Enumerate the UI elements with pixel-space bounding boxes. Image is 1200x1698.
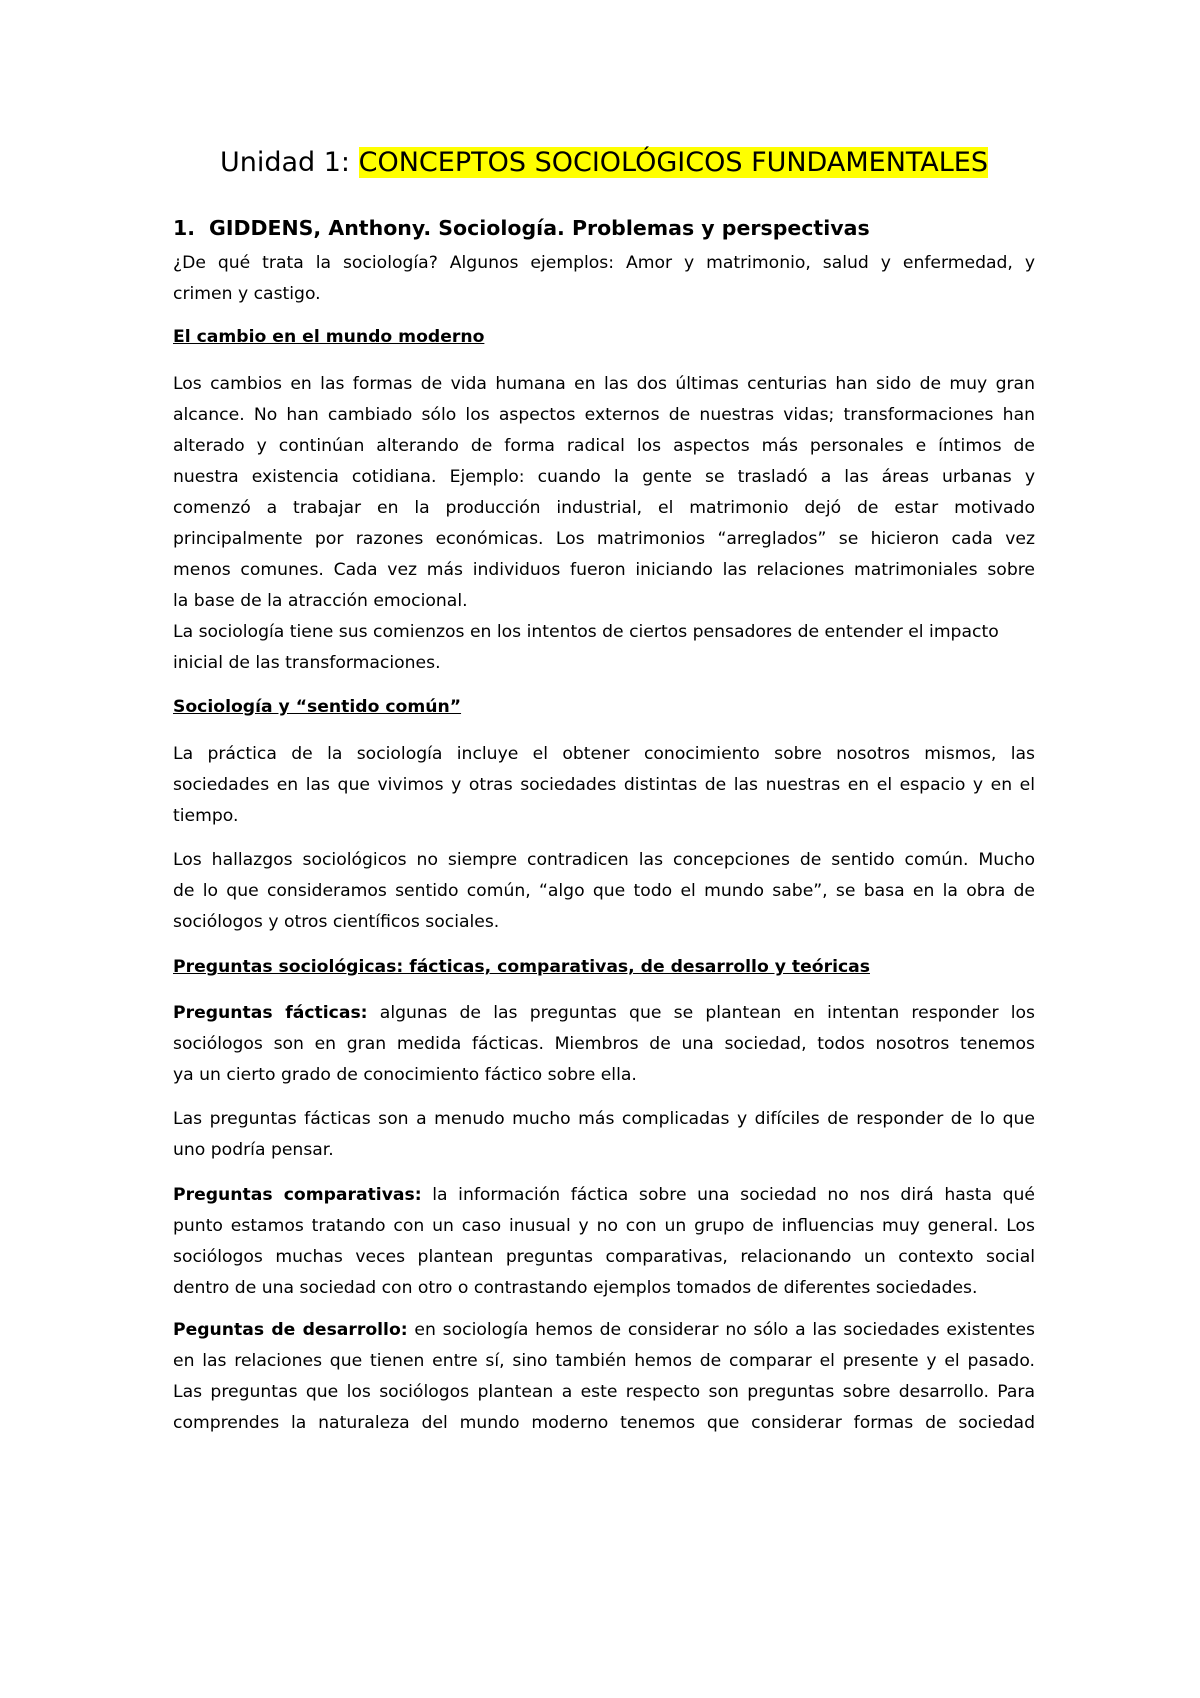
term-desarrollo: Peguntas de desarrollo:: [173, 1320, 408, 1340]
paragraph-line-text: algunas de las preguntas que se plantean en intentan responder los: [367, 1003, 1035, 1023]
paragraph-line: punto estamos tratando con un caso inusual y no con un grupo de influencias muy general. Los: [173, 1216, 1035, 1236]
section-title: GIDDENS, Anthony. Sociología. Problemas y perspectivas: [209, 216, 870, 240]
paragraph-line: alcance. No han cambiado sólo los aspectos externos de nuestras vidas; transformaciones han: [173, 405, 1035, 425]
paragraph-line: uno podría pensar.: [173, 1140, 334, 1160]
paragraph-line: [173, 1180, 1035, 1211]
paragraph-line: Los cambios en las formas de vida humana en las dos últimas centurias han sido de muy gran: [173, 374, 1035, 394]
paragraph-facticas-complicadas: [173, 1104, 1035, 1166]
section-number: 1.: [173, 216, 196, 240]
term-facticas: Preguntas fácticas:: [173, 1003, 368, 1023]
paragraph-line-text: en sociología hemos de considerar no sólo a las sociedades existentes: [407, 1320, 1035, 1340]
paragraph-line: comenzó a trabajar en la producción industrial, el matrimonio dejó de estar motivado: [173, 498, 1035, 518]
paragraph-line: Las preguntas que los sociólogos plantean a este respecto son preguntas sobre desarrollo. Para: [173, 1382, 1035, 1402]
intro-paragraph: [173, 248, 1035, 310]
paragraph-line: sociólogos son en gran medida fácticas. Miembros de una sociedad, todos nosotros tenemos: [173, 1034, 1035, 1054]
paragraph-line: ¿De qué trata la sociología? Algunos ejemplos: Amor y matrimonio, salud y enfermedad, y: [173, 253, 1035, 273]
unit-title-prefix: Unidad 1:: [219, 147, 359, 178]
paragraph-desarrollo: [173, 1315, 1035, 1439]
subheading-cambio: El cambio en el mundo moderno: [173, 327, 485, 347]
paragraph-line: alterado y continúan alterando de forma radical los aspectos más personales e íntimos de: [173, 436, 1035, 456]
paragraph-line: menos comunes. Cada vez más individuos fueron iniciando las relaciones matrimoniales sobre: [173, 560, 1035, 580]
unit-title-highlight: CONCEPTOS SOCIOLÓGICOS FUNDAMENTALES: [358, 147, 989, 178]
paragraph-line: ya un cierto grado de conocimiento fáctico sobre ella.: [173, 1065, 637, 1085]
paragraph-line: tiempo.: [173, 806, 239, 826]
paragraph-line: principalmente por razones económicas. Los matrimonios “arreglados” se hicieron cada vez: [173, 529, 1035, 549]
unit-title: [173, 143, 1035, 183]
paragraph-hallazgos: [173, 845, 1035, 938]
paragraph-line: nuestra existencia cotidiana. Ejemplo: cuando la gente se trasladó a las áreas urbanas y: [173, 467, 1035, 487]
paragraph-line: la base de la atracción emocional.: [173, 591, 468, 611]
paragraph-comienzos: [173, 617, 1035, 679]
paragraph-line: [173, 1315, 1035, 1346]
paragraph-line: La práctica de la sociología incluye el obtener conocimiento sobre nosotros mismos, las: [173, 744, 1035, 764]
paragraph-cambio: [173, 369, 1035, 617]
paragraph-line: sociólogos y otros científicos sociales.: [173, 912, 500, 932]
paragraph-line: de lo que consideramos sentido común, “algo que todo el mundo sabe”, se basa en la obra de: [173, 881, 1035, 901]
section-heading: [173, 213, 870, 243]
paragraph-line: Los hallazgos sociológicos no siempre contradicen las concepciones de sentido común. Mucho: [173, 850, 1035, 870]
paragraph-line: sociólogos muchas veces plantean preguntas comparativas, relacionando un contexto social: [173, 1247, 1035, 1267]
paragraph-line-text: la información fáctica sobre una sociedad no nos dirá hasta qué: [421, 1185, 1035, 1205]
paragraph-practica: [173, 739, 1035, 832]
paragraph-line: dentro de una sociedad con otro o contrastando ejemplos tomados de diferentes sociedades.: [173, 1278, 978, 1298]
paragraph-line: crimen y castigo.: [173, 284, 321, 304]
paragraph-facticas: [173, 998, 1035, 1091]
paragraph-comparativas: [173, 1180, 1035, 1304]
subheading-preguntas: Preguntas sociológicas: fácticas, comparativas, de desarrollo y teóricas: [173, 957, 870, 977]
paragraph-line: La sociología tiene sus comienzos en los intentos de ciertos pensadores de entender el impacto: [173, 622, 999, 642]
paragraph-line: [173, 998, 1035, 1029]
paragraph-line: en las relaciones que tienen entre sí, sino también hemos de comparar el presente y el pasado.: [173, 1351, 1035, 1371]
paragraph-line: inicial de las transformaciones.: [173, 653, 441, 673]
subheading-sentido-comun: Sociología y “sentido común”: [173, 697, 462, 717]
paragraph-line: sociedades en las que vivimos y otras sociedades distintas de las nuestras en el espacio y en el: [173, 775, 1035, 795]
paragraph-line: Las preguntas fácticas son a menudo mucho más complicadas y difíciles de responder de lo que: [173, 1109, 1035, 1129]
term-comparativas: Preguntas comparativas:: [173, 1185, 422, 1205]
paragraph-line: comprendes la naturaleza del mundo moderno tenemos que considerar formas de sociedad: [173, 1413, 1035, 1433]
